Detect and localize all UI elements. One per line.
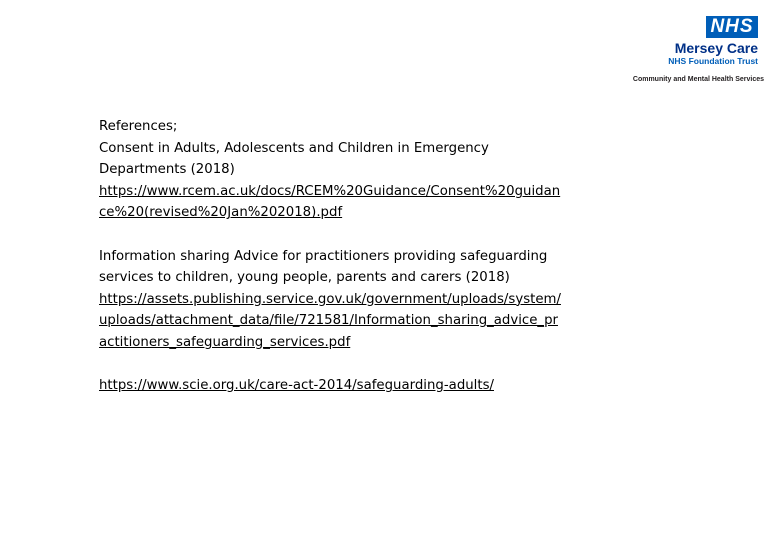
reference-1	[99, 116, 624, 224]
reference-2-title-line-2: services to children, young people, parents and carers (2018)	[99, 270, 510, 286]
reference-1-title-line-2: Departments (2018)	[99, 162, 235, 178]
references-content	[99, 116, 624, 418]
reference-1-title-line-1: Consent in Adults, Adolescents and Children in Emergency	[99, 140, 489, 156]
reference-3	[99, 375, 624, 397]
org-tagline: Community and Mental Health Services	[632, 76, 764, 83]
reference-2-link-line-3[interactable]: actitioners_safeguarding_services.pdf	[99, 334, 351, 350]
reference-2-link-line-1[interactable]: https://assets.publishing.service.gov.uk/government/uploads/system/	[99, 291, 561, 307]
org-subtitle: NHS Foundation Trust	[668, 56, 758, 66]
reference-2-title-line-1: Information sharing Advice for practitioners providing safeguarding	[99, 248, 548, 264]
reference-3-link[interactable]: https://www.scie.org.uk/care-act-2014/safeguarding-adults/	[99, 378, 494, 394]
reference-1-link-line-1[interactable]: https://www.rcem.ac.uk/docs/RCEM%20Guidance/Consent%20guidan	[99, 183, 561, 199]
references-heading: References;	[99, 119, 178, 134]
reference-2	[99, 246, 624, 354]
org-name: Mersey Care	[674, 40, 758, 56]
nhs-badge: NHS	[706, 16, 758, 38]
mersey-care-logo	[600, 14, 770, 88]
reference-1-link-line-2[interactable]: ce%20(revised%20Jan%202018).pdf	[99, 205, 343, 221]
reference-2-link-line-2[interactable]: uploads/attachment_data/file/721581/Information_sharing_advice_pr	[99, 313, 558, 329]
